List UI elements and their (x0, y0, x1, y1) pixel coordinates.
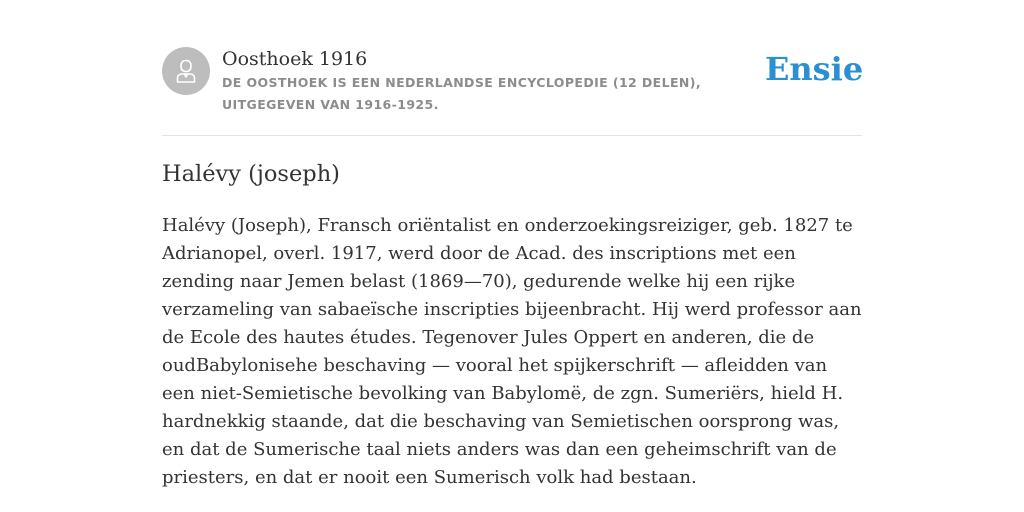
avatar[interactable] (162, 47, 210, 95)
user-icon (172, 57, 200, 85)
source-title[interactable]: Oosthoek 1916 (222, 48, 368, 70)
source-header (162, 47, 862, 117)
source-description: DE OOSTHOEK IS EEN NEDERLANDSE ENCYCLOPEDIE (12 DELEN), UITGEGEVEN VAN 1916-1925. (222, 75, 702, 112)
header-divider (162, 135, 862, 136)
brand-logo-link[interactable]: Ensie (765, 50, 864, 88)
entry-body: Halévy (Joseph), Fransch oriëntalist en onderzoekingsreiziger, geb. 1827 te Adrianopel, overl. 1917, werd door de Acad. des inscriptions met een zending naar Jemen belast (1869—70), gedurende welke hij een rijke verzameling van sabaeïsche inscripties bijeenbracht. Hij werd professor aan de Ecole des hautes études. Tegenover Jules Oppert en anderen, die de oudBabylonisehe beschaving — vooral het spijkerschrift — afleidden van een niet-Semietische bevolking van Babylomë, de zgn. Sumeriërs, hield H. hardnekkig staande, dat die beschaving van Semietischen oorsprong was, en dat de Sumerische taal niets anders was dan een geheimschrift van de priesters, en dat er nooit een Sumerisch volk had bestaan. (162, 215, 862, 488)
entry-title: Halévy (joseph) (162, 161, 340, 187)
